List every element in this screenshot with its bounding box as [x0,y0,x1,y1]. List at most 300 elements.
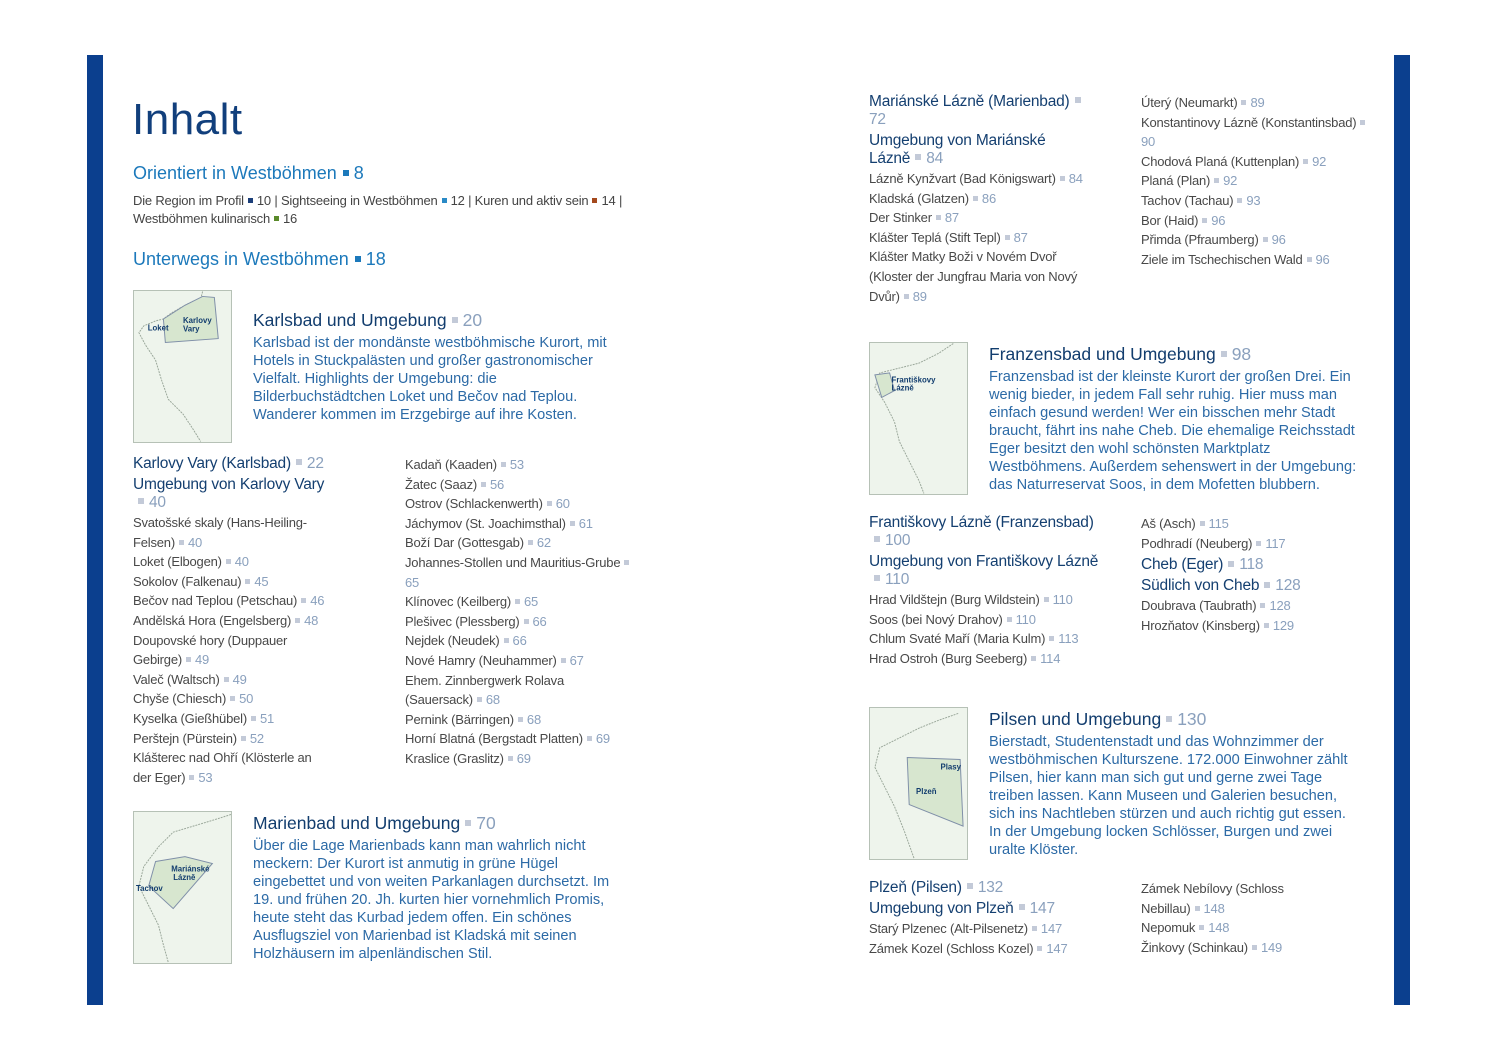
bullet-icon [504,638,509,643]
entry-page: 65 [524,594,539,610]
bullet-icon [138,498,144,504]
separator: | [270,193,281,208]
entry-title: Kladská (Glatzen) [869,190,969,206]
toc-entry[interactable] [1141,191,1371,211]
entry-title: Žinkovy (Schinkau) [1141,939,1248,955]
toc-entry[interactable] [133,552,333,572]
chapter-marienbad [253,813,623,963]
chapter-franzensbad [989,344,1369,494]
entry-title: Sokolov (Falkenau) [133,573,242,589]
left-page-edge-bar [87,55,103,1005]
bullet-icon [355,256,361,262]
entry-title: Aš (Asch) [1141,516,1196,531]
subitem-link[interactable] [133,193,271,208]
bullet-icon [1060,176,1065,181]
bullet-icon [1200,521,1205,526]
entry-title: Karlovy Vary (Karlsbad) [133,455,291,472]
toc-heading-entry[interactable] [133,455,333,473]
entry-page: 89 [912,288,927,304]
bullet-icon [624,560,629,565]
chapter-description: Über die Lage Marienbads kann man wahrlich nicht meckern: Der Kurort ist anmutig in grüne Hügel eingebettet und von weiten Parkanlagen durchsetzt. Im 19. und frühen 20. Jh. kurten hier vornehmlich Promis, heute steht das Kurbad jedem offen. Ein schönes Ausflugsziel von Marienbad ist Kladská mit seinen Holzhäusern im alpenländischen Stil. [253,838,610,962]
entry-page: 48 [304,612,319,628]
entry-page: 110 [885,571,910,588]
toc-entry[interactable] [133,572,333,592]
entry-title: Pernink (Bärringen) [405,711,514,727]
entry-title: Zámek Kozel (Schloss Kozel) [869,940,1034,956]
bullet-icon [524,619,529,624]
entry-title: Lázně Kynžvart (Bad Königswart) [869,171,1056,186]
toc-entry[interactable] [869,939,1099,959]
entry-page: 72 [869,111,886,128]
entry-page: 65 [405,574,420,590]
map-franzensbad [869,342,968,495]
entry-page: 90 [1141,134,1156,150]
chapter-title-link[interactable] [253,310,618,331]
bullet-icon [224,677,229,682]
entry-title: Žatec (Saaz) [405,476,478,492]
toc-entry[interactable] [869,247,1089,306]
entry-page: 87 [1013,229,1028,245]
entry-title: Chyše (Chiesch) [133,691,227,707]
bullet-icon [874,575,880,581]
entry-title: Chodová Planá (Kuttenplan) [1141,153,1300,169]
bullet-icon [1202,218,1207,223]
bullet-icon [1237,198,1242,203]
entry-title: Loket (Elbogen) [133,554,222,570]
subitem-title: Die Region im Profil [133,193,244,208]
toc-entry[interactable] [133,748,333,787]
bullet-icon [1166,716,1172,722]
entry-page: 96 [1271,232,1286,248]
bullet-icon [226,559,231,564]
bullet-icon [274,216,279,221]
entry-title: Umgebung von Mariánské Lázně [869,132,1046,167]
entry-title: Starý Plzenec (Alt-Pilsenetz) [869,921,1028,936]
entry-title: Nové Hamry (Neuhammer) [405,652,557,668]
map-label: Karlovy [182,315,212,325]
entry-title: Hrozňatov (Kinsberg) [1141,617,1260,633]
bullet-icon [1049,636,1054,641]
entry-page: 69 [516,750,531,766]
right-page-edge-bar [1394,55,1410,1005]
bullet-icon [251,716,256,721]
bullet-icon [1007,617,1012,622]
entry-page: 147 [1040,921,1063,936]
entry-page: 93 [1246,192,1261,208]
subitem-page: 12 [450,193,465,208]
entry-title: Plešivec (Plessberg) [405,613,520,629]
bullet-icon [1303,159,1308,164]
toc-entry[interactable] [1141,938,1331,958]
toc-entry[interactable] [1141,250,1371,270]
entry-title: Johannes-Stollen und Mauritius-Grube [405,554,621,570]
toc-entry[interactable] [869,228,1089,248]
toc-entry[interactable] [1141,152,1371,172]
toc-entry[interactable] [405,592,635,612]
bullet-icon [936,215,941,220]
entry-page: 50 [239,691,254,707]
entry-title: Perštejn (Pürstein) [133,730,237,746]
bullet-icon [1214,178,1219,183]
bullet-icon [189,775,194,780]
entry-title: Svatošské skaly (Hans-Heiling-Felsen) [133,515,307,550]
bullet-icon [973,196,978,201]
entry-page: 68 [485,692,500,708]
entry-page: 92 [1312,153,1327,169]
bullet-icon [295,618,300,623]
entry-title: Konstantinovy Lázně (Konstantinsbad) [1141,114,1357,130]
svg-text:Plzeň: Plzeň [916,786,937,796]
entry-title: Tachov (Tachau) [1141,192,1234,208]
entry-page: 22 [306,455,324,472]
toc-list-marienbad-1 [869,93,1089,306]
bullet-icon [481,482,486,487]
toc-entry[interactable] [405,729,635,749]
bullet-icon [561,658,566,663]
subitem-link[interactable] [281,193,465,208]
entry-title: Südlich von Cheb [1141,577,1260,595]
toc-entry[interactable] [869,629,1099,649]
section-unterwegs[interactable] [133,249,386,270]
entry-title: Umgebung von Plzeň [869,900,1014,917]
toc-entry[interactable] [869,590,1099,610]
entry-page: 49 [194,652,210,668]
entry-title: Kraslice (Graslitz) [405,750,504,766]
entry-page: 84 [1068,171,1083,186]
bullet-icon [518,717,523,722]
entry-title: Klášter Matky Boži v Novém Dvoř (Kloster der Jungfrau Maria von Nový Dvůr) [869,249,1078,304]
entry-title: Kyselka (Gießhübel) [133,710,247,726]
bullet-icon [1256,541,1261,546]
toc-entry[interactable] [1141,113,1371,152]
bullet-icon [515,599,520,604]
entry-title: Ehem. Zinnbergwerk Rolava (Sauersack) [405,672,565,708]
chapter-description: Bierstadt, Studentenstadt und das Wohnzimmer der westböhmischen Kulturszene. 172.000 Einwohner zählt Pilsen, hier kann man sich gut und gerne zwei Tage treiben lassen. Kann Museen und Galerien besuchen, sich ins Nachtleben stürzen und auch richtig gut essen. In der Umgebung locken Schlösser, Burgen und zwei uralte Klöster. [989,734,1348,858]
chapter-page: 98 [1231,344,1252,364]
entry-page: 129 [1272,617,1294,633]
entry-page: 52 [249,730,264,746]
toc-heading-entry[interactable] [869,900,1099,918]
bullet-icon [1252,945,1257,950]
chapter-title-link[interactable] [989,344,1369,365]
entry-page: 86 [981,190,996,206]
toc-entry[interactable] [405,671,635,710]
entry-page: 67 [569,652,584,668]
entry-title: Klášterec nad Ohří (Klösterle an der Eger) [133,750,312,785]
chapter-page: 20 [462,310,483,330]
entry-title: Doubrava (Taubrath) [1141,598,1257,614]
entry-page: 84 [926,150,944,167]
toc-entry[interactable] [405,710,635,730]
toc-entry[interactable] [1141,879,1331,918]
toc-entry[interactable] [133,709,333,729]
entry-title: Ostrov (Schlackenwerth) [405,496,543,512]
bullet-icon [1264,582,1270,588]
toc-entry[interactable] [133,729,333,749]
entry-page: 147 [1046,940,1068,956]
svg-text:Lázně: Lázně [173,873,196,883]
subitem-page: 10 [256,193,271,208]
toc-entry[interactable] [133,689,333,709]
section-title: Orientiert in Westböhmen [133,163,337,183]
entry-title: Mariánské Lázně (Marienbad) [869,93,1070,110]
toc-entry[interactable] [405,749,635,769]
bullet-icon [967,883,973,889]
svg-text:Lázně: Lázně [891,383,914,393]
bullet-icon [904,294,909,299]
subitem-page: 16 [282,211,298,226]
entry-page: 110 [1015,611,1036,627]
toc-entry[interactable] [405,533,635,553]
toc-entry[interactable] [869,169,1089,189]
entry-page: 46 [310,593,325,609]
entry-title: Soos (bei Nový Drahov) [869,611,1003,627]
entry-page: 40 [234,554,249,570]
entry-page: 115 [1208,516,1229,531]
bullet-icon [230,696,235,701]
entry-title: Chlum Svaté Maří (Maria Kulm) [869,631,1046,647]
section-page: 8 [353,163,364,183]
bullet-icon [1263,237,1268,242]
svg-text:Tachov: Tachov [135,883,163,893]
separator: | [615,193,623,208]
bullet-icon [245,579,250,584]
entry-title: Františkovy Lázně (Franzensbad) [869,514,1094,531]
bullet-icon [587,736,592,741]
toc-entry[interactable] [405,651,635,671]
bullet-icon [915,154,921,160]
bullet-icon [442,198,447,203]
toc-heading-entry[interactable] [869,514,1099,550]
chapter-title: Franzensbad und Umgebung [989,344,1216,364]
toc-entry[interactable] [869,610,1099,630]
bullet-icon [1005,235,1010,240]
bullet-icon [301,598,306,603]
toc-entry[interactable] [1141,616,1371,636]
entry-title: Umgebung von Františkovy Lázně [869,553,1099,570]
entry-page: 148 [1208,920,1230,936]
toc-heading-entry[interactable] [869,132,1089,168]
chapter-title: Karlsbad und Umgebung [253,310,447,330]
bullet-icon [241,736,246,741]
entry-page: 110 [1052,592,1073,607]
section-orientiert[interactable] [133,163,364,184]
entry-page: 87 [944,210,959,226]
entry-page: 40 [187,534,203,550]
map-pilsen [869,707,968,860]
bullet-icon [1032,926,1037,931]
entry-title: Horní Blatná (Bergstadt Platten) [405,731,583,747]
toc-entry[interactable] [133,670,333,690]
chapter-title: Pilsen und Umgebung [989,709,1162,729]
entry-page: 96 [1315,251,1330,267]
entry-page: 56 [490,476,505,492]
bullet-icon [465,820,471,826]
toc-heading-entry[interactable] [1141,577,1371,595]
entry-page: 100 [885,532,911,549]
subitem-link[interactable] [133,211,297,226]
bullet-icon [1044,597,1049,602]
entry-title: Umgebung von Karlovy Vary [133,476,325,493]
entry-title: Podhradí (Neuberg) [1141,535,1253,551]
bullet-icon [501,462,506,467]
entry-title: Nepomuk [1141,920,1196,936]
entry-title: Kadaň (Kaaden) [405,457,497,472]
entry-title: Cheb (Eger) [1141,556,1224,574]
entry-page: 51 [259,710,275,726]
subitem-title: Westböhmen kulinarisch [133,211,270,226]
toc-entry[interactable] [405,514,635,534]
bullet-icon [1307,257,1312,262]
toc-list-franzensbad-1 [869,514,1099,668]
toc-list-franzensbad-2 [1141,514,1371,635]
entry-title: Plzeň (Pilsen) [869,879,962,896]
chapter-title-link[interactable] [989,709,1361,730]
bullet-icon [477,697,482,702]
bullet-icon [1019,904,1025,910]
entry-title: Přimda (Pfraumberg) [1141,232,1259,248]
toc-entry[interactable] [1141,514,1371,534]
entry-page: 114 [1040,650,1061,666]
toc-entry[interactable] [869,649,1099,669]
entry-page: 89 [1250,95,1265,110]
svg-text:Plasy: Plasy [940,762,962,772]
entry-page: 62 [536,535,551,551]
bullet-icon [1264,623,1269,628]
entry-page: 45 [254,573,269,589]
bullet-icon [1075,97,1081,103]
entry-page: 60 [555,496,570,512]
toc-entry[interactable] [133,591,333,611]
toc-entry[interactable] [1141,596,1371,616]
chapter-karlsbad [253,310,618,424]
entry-page: 69 [595,731,610,747]
entry-title: Klínovec (Keilberg) [405,594,512,610]
chapter-pilsen [989,709,1361,859]
toc-heading-entry[interactable] [869,93,1089,129]
bullet-icon [1260,603,1265,608]
bullet-icon [452,317,458,323]
toc-heading-entry[interactable] [869,879,1099,897]
bullet-icon [874,536,880,542]
toc-entry[interactable] [869,189,1089,209]
section-page: 18 [365,249,386,269]
toc-heading-entry[interactable] [869,553,1099,589]
toc-list-karlsbad-1 [133,455,333,787]
entry-title: Planá (Plan) [1141,173,1211,189]
toc-entry[interactable] [405,612,635,632]
entry-page: 149 [1260,939,1283,955]
bullet-icon [528,540,533,545]
toc-entry[interactable] [869,919,1099,939]
bullet-icon [179,540,184,545]
bullet-icon [1221,351,1227,357]
page-title: Inhalt [132,95,243,144]
entry-title: Klášter Teplá (Stift Tepl) [869,229,1001,245]
entry-title: Hrad Vildštejn (Burg Wildstein) [869,592,1040,607]
bullet-icon [592,198,597,203]
toc-entry[interactable] [133,631,333,670]
entry-page: 66 [512,633,527,649]
entry-page: 68 [526,711,541,727]
toc-entry[interactable] [405,494,635,514]
toc-entry[interactable] [1141,230,1371,250]
entry-title: Ziele im Tschechischen Wald [1141,251,1303,267]
bullet-icon [1031,656,1036,661]
entry-title: Boží Dar (Gottesgab) [405,535,524,551]
svg-text:Františkovy: Františkovy [891,375,936,385]
bullet-icon [1360,120,1365,125]
entry-title: Bečov nad Teplou (Petschau) [133,593,298,609]
entry-page: 53 [198,769,213,785]
entry-title: Nejdek (Neudek) [405,633,500,649]
entry-page: 53 [509,457,524,472]
bullet-icon [1195,906,1200,911]
entry-title: Andělská Hora (Engelsberg) [133,612,292,628]
entry-page: 128 [1269,598,1291,614]
chapter-title-link[interactable] [253,813,623,834]
entry-page: 118 [1239,556,1264,574]
map-karlsbad [133,290,232,443]
toc-list-marienbad-2 [1141,93,1371,269]
entry-title: Valeč (Waltsch) [133,671,220,687]
toc-entry[interactable] [405,631,635,651]
toc-entry[interactable] [405,455,635,475]
toc-entry[interactable] [1141,534,1371,554]
subitem-page: 14 [601,193,616,208]
toc-entry[interactable] [869,208,1089,228]
chapter-page: 70 [476,813,496,833]
toc-entry[interactable] [133,611,333,631]
entry-title: Doupovské hory (Duppauer Gebirge) [133,632,288,668]
toc-entry[interactable] [1141,93,1371,113]
toc-entry[interactable] [405,475,635,495]
subitem-link[interactable] [475,193,616,208]
entry-title: Zámek Nebílovy (Schloss Nebillau) [1141,881,1284,916]
bullet-icon [1199,925,1204,930]
toc-heading-entry[interactable] [133,476,333,512]
map-label: Vary [182,324,200,334]
bullet-icon [570,521,575,526]
bullet-icon [296,459,302,465]
entry-page: 49 [232,671,247,687]
toc-entry[interactable] [1141,171,1371,191]
toc-entry[interactable] [1141,918,1331,938]
subitem-title: Kuren und aktiv sein [474,193,589,208]
toc-list-karlsbad-2 [405,455,635,769]
entry-page: 113 [1058,631,1079,647]
entry-page: 148 [1203,900,1225,916]
bullet-icon [1228,561,1234,567]
entry-page: 128 [1275,577,1301,595]
section-title: Unterwegs in Westböhmen [133,249,349,269]
entry-title: Bor (Haid) [1141,212,1199,228]
chapter-title: Marienbad und Umgebung [253,813,461,833]
subitem-title: Sightseeing in Westböhmen [280,193,438,208]
toc-entry[interactable] [133,513,333,552]
bullet-icon [547,501,552,506]
entry-title: Hrad Ostroh (Burg Seeberg) [869,650,1028,666]
chapter-page: 130 [1177,709,1207,729]
toc-entry[interactable] [1141,211,1371,231]
toc-list-pilsen-1 [869,879,1099,958]
entry-page: 132 [977,879,1004,896]
entry-page: 147 [1029,900,1055,917]
toc-entry[interactable] [405,553,635,592]
toc-heading-entry[interactable] [1141,556,1371,574]
chapter-description: Karlsbad ist der mondänste westböhmische Kurort, mit Hotels in Stuckpalästen und großer gastronomischer Vielfalt. Highlights der Umgebung: die Bilderbuchstädtchen Loket und Bečov nad Teplou. Wanderer kommen im Erzgebirge auf ihre Kosten. [253,335,607,423]
entry-page: 117 [1265,535,1286,551]
